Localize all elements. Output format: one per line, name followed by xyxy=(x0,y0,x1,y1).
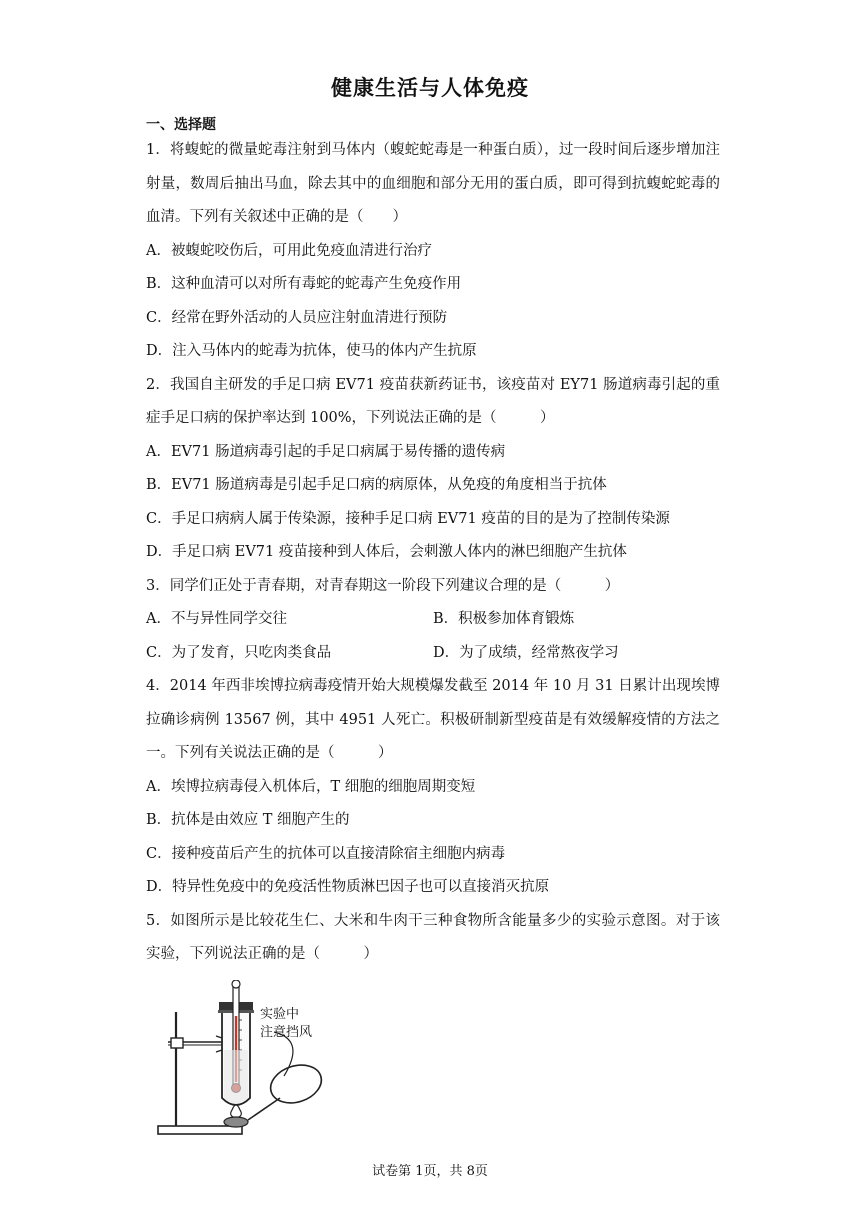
question-4-option-c: C．接种疫苗后产生的抗体可以直接清除宿主细胞内病毒 xyxy=(146,845,506,862)
question-3-option-b: B．积极参加体育锻炼 xyxy=(433,611,575,627)
question-3-stem: 3．同学们正处于青春期，对青春期这一阶段下列建议合理的是（ ） xyxy=(146,577,620,594)
question-1-option-b: B．这种血清可以对所有毒蛇的蛇毒产生免疫作用 xyxy=(146,276,462,292)
question-1-option-a: A．被蝮蛇咬伤后，可用此免疫血清进行治疗 xyxy=(146,242,432,259)
question-4-option-b: B．抗体是由效应 T 细胞产生的 xyxy=(146,812,350,828)
question-3-options-row-1 xyxy=(146,603,720,637)
question-3-options-row-2 xyxy=(146,637,720,671)
question-3-option-a: A．不与异性同学交往 xyxy=(146,611,287,627)
question-3-option-c: C．为了发育，只吃肉类食品 xyxy=(146,644,332,661)
page-footer: 试卷第 1页，共 8页 xyxy=(372,1164,488,1179)
burning-food-sample xyxy=(224,1117,248,1127)
question-1-option-c: C．经常在野外活动的人员应注射血清进行预防 xyxy=(146,309,448,326)
question-5-stem: 5．如图所示是比较花生仁、大米和牛肉干三种食物所含能量多少的实验示意图。对于该实验，下列说法正确的是（ ） xyxy=(146,912,720,962)
question-2-option-b: B．EV71 肠道病毒是引起手足口病的病原体，从免疫的角度相当于抗体 xyxy=(146,477,607,493)
page-title: 健康生活与人体免疫 xyxy=(331,76,529,100)
clamp-boss xyxy=(171,1038,183,1048)
question-2-stem: 2．我国自主研发的手足口病 EV71 疫苗获新药证书，该疫苗对 EY71 肠道病毒引起的重症手足口病的保护率达到 100%，下列说法正确的是（ ） xyxy=(146,376,720,426)
experiment-apparatus-figure xyxy=(156,980,336,1140)
question-2-option-a: A．EV71 肠道病毒引起的手足口病属于易传播的遗传病 xyxy=(146,443,506,460)
question-4-option-a: A．埃博拉病毒侵入机体后，T 细胞的细胞周期变短 xyxy=(146,778,476,795)
dissecting-needle xyxy=(248,1098,280,1120)
question-3-option-d: D．为了成绩，经常熬夜学习 xyxy=(433,644,619,661)
question-1-option-d: D．注入马体内的蛇毒为抗体，使马的体内产生抗原 xyxy=(146,343,477,359)
question-4-stem: 4．2014 年西非埃博拉病毒疫情开始大规模爆发截至 2014 年 10 月 31 日累计出现埃博拉确诊病例 13567 例，其中 4951 人死亡。积极研制新型疫苗是有效缓解疫情的方法之一。下列有关说法正确的是（ ） xyxy=(146,678,720,761)
flame xyxy=(231,1105,242,1118)
section-heading: 一、选择题 xyxy=(146,117,216,133)
question-2-option-d: D．手足口病 EV71 疫苗接种到人体后，会刺激人体内的淋巴细胞产生抗体 xyxy=(146,544,627,560)
question-2-option-c: C．手足口病病人属于传染源，接种手足口病 EV71 疫苗的目的是为了控制传染源 xyxy=(146,510,670,527)
questions-container xyxy=(146,134,720,972)
question-4-option-d: D．特异性免疫中的免疫活性物质淋巴因子也可以直接消灭抗原 xyxy=(146,879,550,895)
figure-caption-line-1: 实验中 xyxy=(260,1007,300,1022)
stand-base xyxy=(158,1126,242,1134)
figure-caption-line-2: 注意挡风 xyxy=(260,1025,313,1040)
question-1-stem: 1．将蝮蛇的微量蛇毒注射到马体内（蝮蛇蛇毒是一种蛋白质），过一段时间后逐步增加注射量，数周后抽出马血，除去其中的血细胞和部分无用的蛋白质，即可得到抗蝮蛇蛇毒的血清。下列有关叙述中正确的是（ ） xyxy=(146,142,720,225)
